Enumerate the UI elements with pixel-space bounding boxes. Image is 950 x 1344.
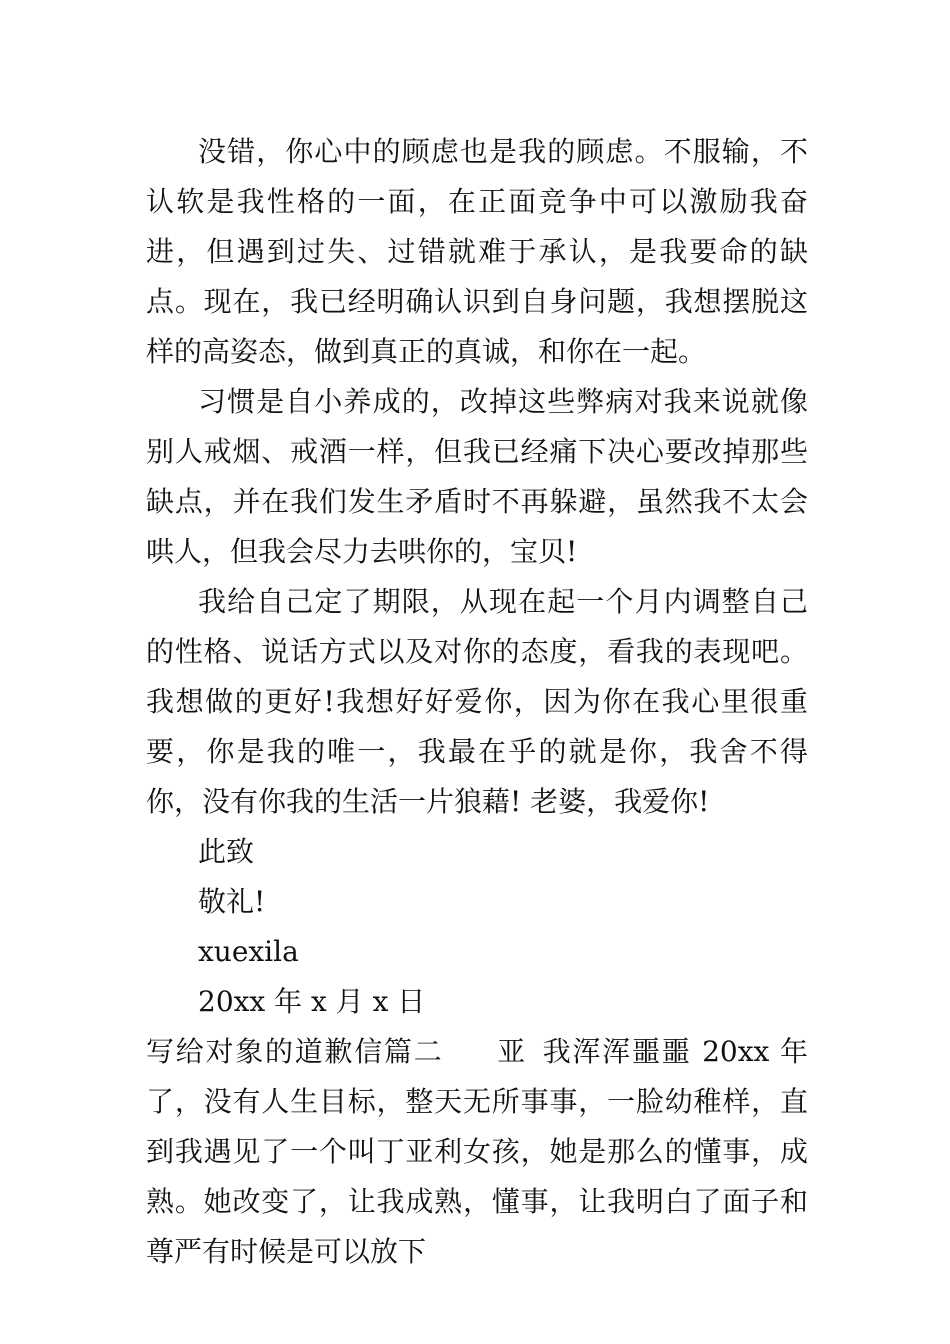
section-title: 写给对象的道歉信篇二	[146, 1035, 444, 1068]
paragraph-1: 没错，你心中的顾虑也是我的顾虑。不服输，不认软是我性格的一面，在正面竞争中可以激励我奋进，但遇到过失、过错就难于承认，是我要命的缺点。现在，我已经明确认识到自身问题，我想摆脱这样的高姿态，做到真正的真诚，和你在一起。	[146, 135, 808, 368]
paragraph-3: 我给自己定了期限，从现在起一个月内调整自己的性格、说话方式以及对你的态度，看我的表现吧。我想做的更好!我想好好爱你，因为你在我心里很重要，你是我的唯一，我最在乎的就是你，我舍不得你，没有你我的生活一片狼藉! 老婆，我爱你!	[146, 585, 808, 818]
closing-salutation: 此致	[198, 835, 255, 868]
closing-respect: 敬礼!	[198, 885, 266, 918]
section-two-text	[146, 1027, 808, 1277]
word-gap	[527, 1035, 541, 1068]
signature: xuexila	[198, 935, 299, 968]
section-opening-word: 亚	[495, 1035, 527, 1068]
date-line: 20xx 年 x 月 x 日	[198, 985, 426, 1018]
document-page	[146, 127, 808, 1277]
section-body: 我浑浑噩噩 20xx 年了，没有人生目标，整天无所事事，一脸幼稚样，直到我遇见了一个叫丁亚利女孩，她是那么的懂事，成熟。她改变了，让我成熟，懂事，让我明白了面子和尊严有时候是可以放下	[146, 1035, 808, 1268]
paragraph-2: 习惯是自小养成的，改掉这些弊病对我来说就像别人戒烟、戒酒一样，但我已经痛下决心要改掉那些缺点，并在我们发生矛盾时不再躲避，虽然我不太会哄人，但我会尽力去哄你的，宝贝!	[146, 385, 808, 568]
